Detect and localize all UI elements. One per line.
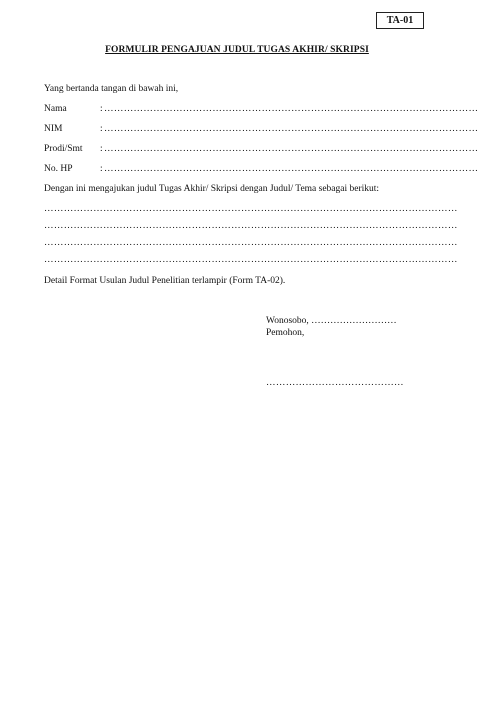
field-input-nim[interactable]: …………………………………………………………………………………………………… [104, 124, 478, 134]
field-colon: : [100, 104, 103, 114]
form-title: FORMULIR PENGAJUAN JUDUL TUGAS AKHIR/ SKRIPSI [105, 45, 369, 55]
field-colon: : [100, 164, 103, 174]
title-line[interactable]: ……………………………………………………………………………………………………………… [44, 255, 458, 265]
field-input-nama[interactable]: …………………………………………………………………………………………………… [104, 104, 478, 114]
field-input-no-hp[interactable]: …………………………………………………………………………………………………… [104, 164, 478, 174]
field-label-nim: NIM [44, 124, 63, 134]
field-label-no-hp: No. HP [44, 164, 73, 174]
detail-note: Detail Format Usulan Judul Penelitian terlampir (Form TA-02). [44, 276, 286, 286]
field-label-prodi-smt: Prodi/Smt [44, 144, 83, 154]
signature-line[interactable]: …………………………………… [266, 378, 404, 388]
form-code-box [376, 12, 424, 29]
statement-text: Dengan ini mengajukan judul Tugas Akhir/ Skripsi dengan Judul/ Tema sebagai berikut: [44, 184, 380, 194]
field-input-prodi-smt[interactable]: …………………………………………………………………………………………………… [104, 144, 478, 154]
title-line[interactable]: ……………………………………………………………………………………………………………… [44, 238, 458, 248]
field-colon: : [100, 144, 103, 154]
intro-text: Yang bertanda tangan di bawah ini, [44, 84, 179, 94]
field-colon: : [100, 124, 103, 134]
title-line[interactable]: ……………………………………………………………………………………………………………… [44, 221, 458, 231]
applicant-label: Pemohon, [266, 328, 305, 338]
form-code: TA-01 [386, 15, 414, 26]
title-line[interactable]: ……………………………………………………………………………………………………………… [44, 204, 458, 214]
place-date: Wonosobo, ……………………… [266, 316, 397, 326]
field-label-nama: Nama [44, 104, 67, 114]
